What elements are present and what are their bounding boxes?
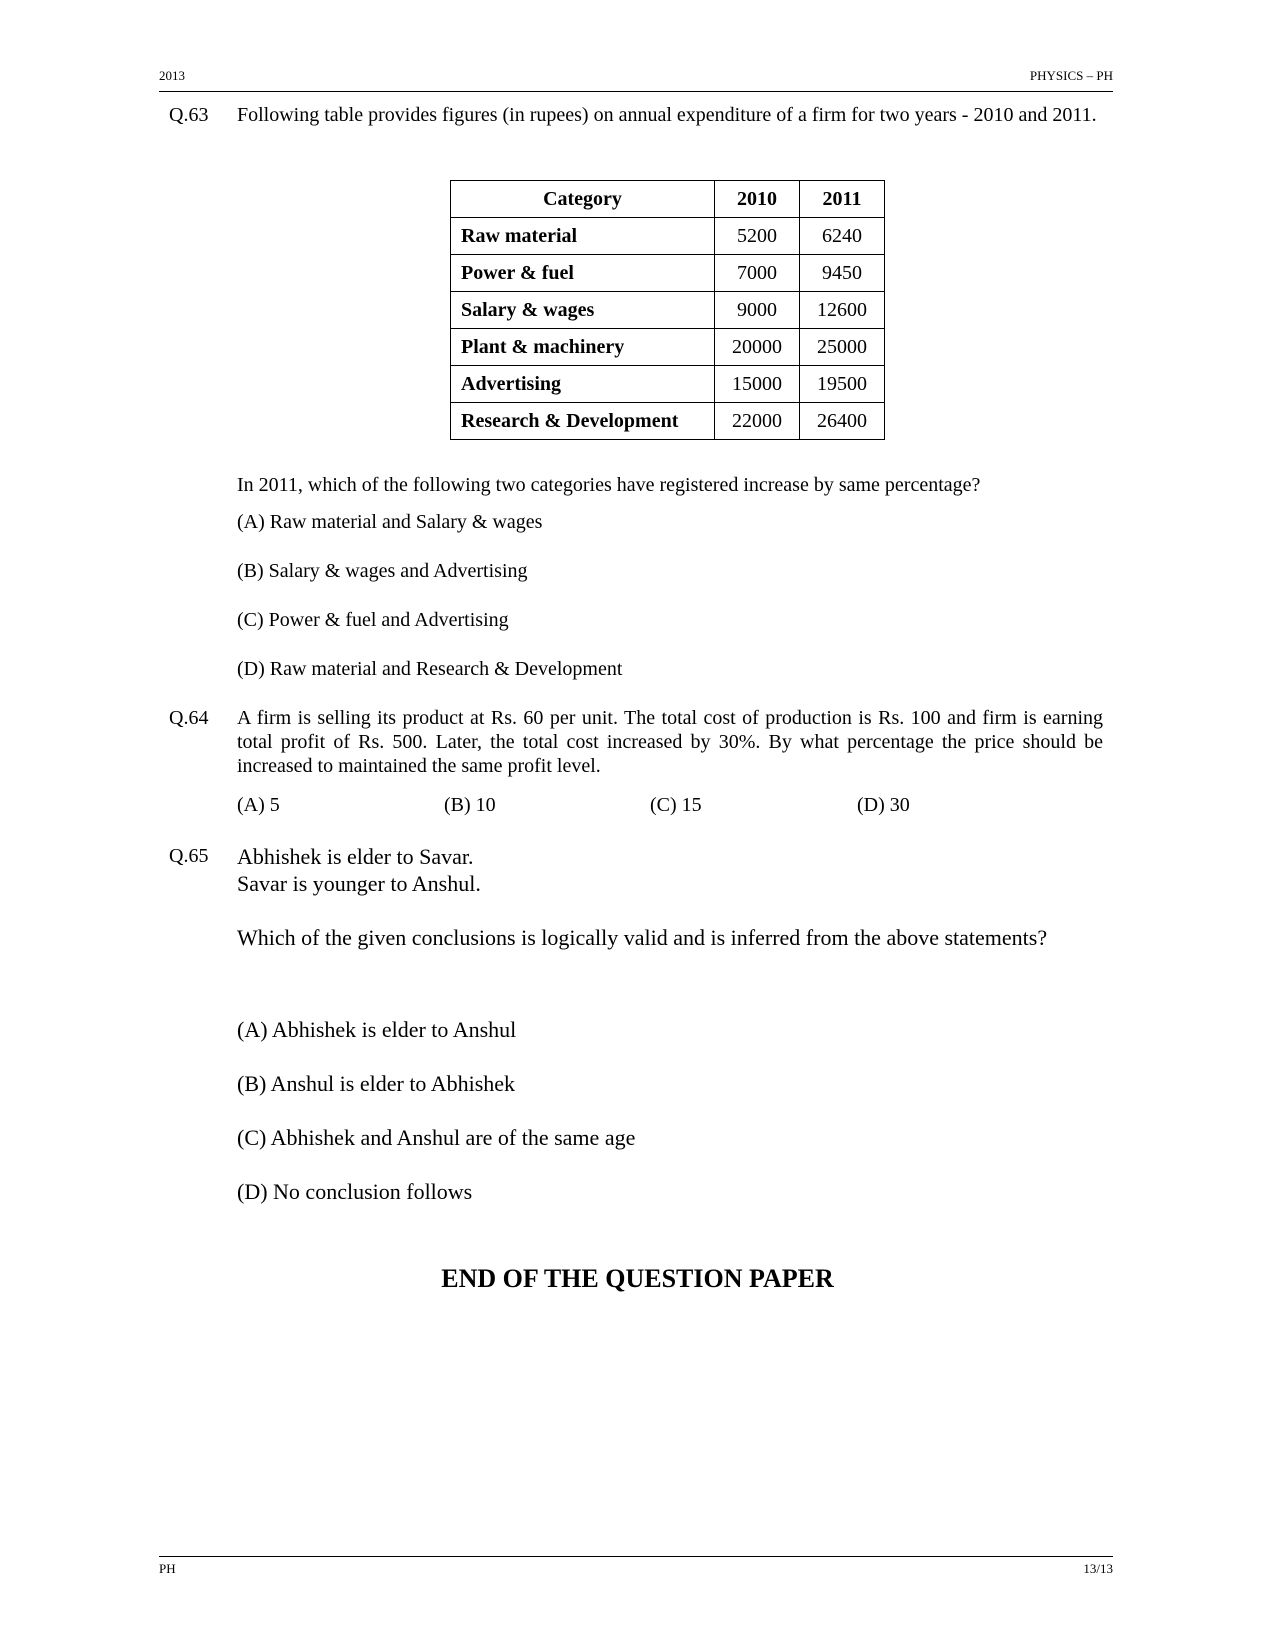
footer-code: PH [159,1561,176,1576]
table-row [451,255,885,292]
column-header: Category [451,181,715,218]
table-header-row [451,181,885,218]
option-c: (C) Abhishek and Anshul are of the same age [237,1125,636,1150]
column-header: 2011 [800,181,885,218]
question-prompt-63: In 2011, which of the following two categories have registered increase by same percentage? [237,474,981,496]
table-cell: 20000 [715,329,800,366]
option-c: (C) Power & fuel and Advertising [237,609,509,631]
page-footer [159,1556,1113,1577]
table-cell: 26400 [800,403,885,440]
table-row [451,218,885,255]
table-cell: 5200 [715,218,800,255]
table-cell: 25000 [800,329,885,366]
column-header: 2010 [715,181,800,218]
end-title: END OF THE QUESTION PAPER [441,1264,834,1293]
table-cell: Advertising [451,366,715,403]
table-cell: 12600 [800,292,885,329]
option-a: (A) Abhishek is elder to Anshul [237,1017,517,1042]
table-cell: 7000 [715,255,800,292]
option-b: (B) 10 [444,794,496,816]
expenditure-table [450,180,885,440]
option-b: (B) Anshul is elder to Abhishek [237,1071,516,1096]
question-number-65: Q.65 [169,845,209,867]
statement-2: Savar is younger to Anshul. [237,871,481,896]
question-text-64: A firm is selling its product at Rs. 60 per unit. The total cost of production is Rs. 100 and firm is earning total profit of Rs. 500. Later, the total cost increased by 30%. By what percentage the price should be increased to maintained the same profit level. [237,707,1103,777]
table-cell: Power & fuel [451,255,715,292]
table-cell: Research & Development [451,403,715,440]
question-text-63: Following table provides figures (in rupees) on annual expenditure of a firm for two years - 2010 and 2011. [237,104,1097,126]
header-year: 2013 [159,68,185,83]
option-d: (D) No conclusion follows [237,1179,473,1204]
option-b: (B) Salary & wages and Advertising [237,560,528,582]
table-row [451,403,885,440]
question-number-64: Q.64 [169,707,209,729]
option-d: (D) Raw material and Research & Development [237,658,623,680]
question-prompt-65: Which of the given conclusions is logically valid and is inferred from the above statements? [237,925,1048,950]
table-cell: 22000 [715,403,800,440]
table-cell: 9450 [800,255,885,292]
table-row [451,329,885,366]
table-cell: 6240 [800,218,885,255]
option-a: (A) 5 [237,794,280,816]
table-row [451,366,885,403]
table-row [451,292,885,329]
option-c: (C) 15 [650,794,702,816]
option-d: (D) 30 [857,794,910,816]
table-cell: Salary & wages [451,292,715,329]
table-cell: Plant & machinery [451,329,715,366]
question-number-63: Q.63 [169,104,209,126]
page-number: 13/13 [1083,1561,1113,1576]
table-cell: Raw material [451,218,715,255]
table-cell: 19500 [800,366,885,403]
page-header [159,68,1113,92]
statement-1: Abhishek is elder to Savar. [237,844,474,869]
option-a: (A) Raw material and Salary & wages [237,511,543,533]
table-cell: 9000 [715,292,800,329]
header-subject: PHYSICS – PH [1029,68,1113,83]
table-cell: 15000 [715,366,800,403]
